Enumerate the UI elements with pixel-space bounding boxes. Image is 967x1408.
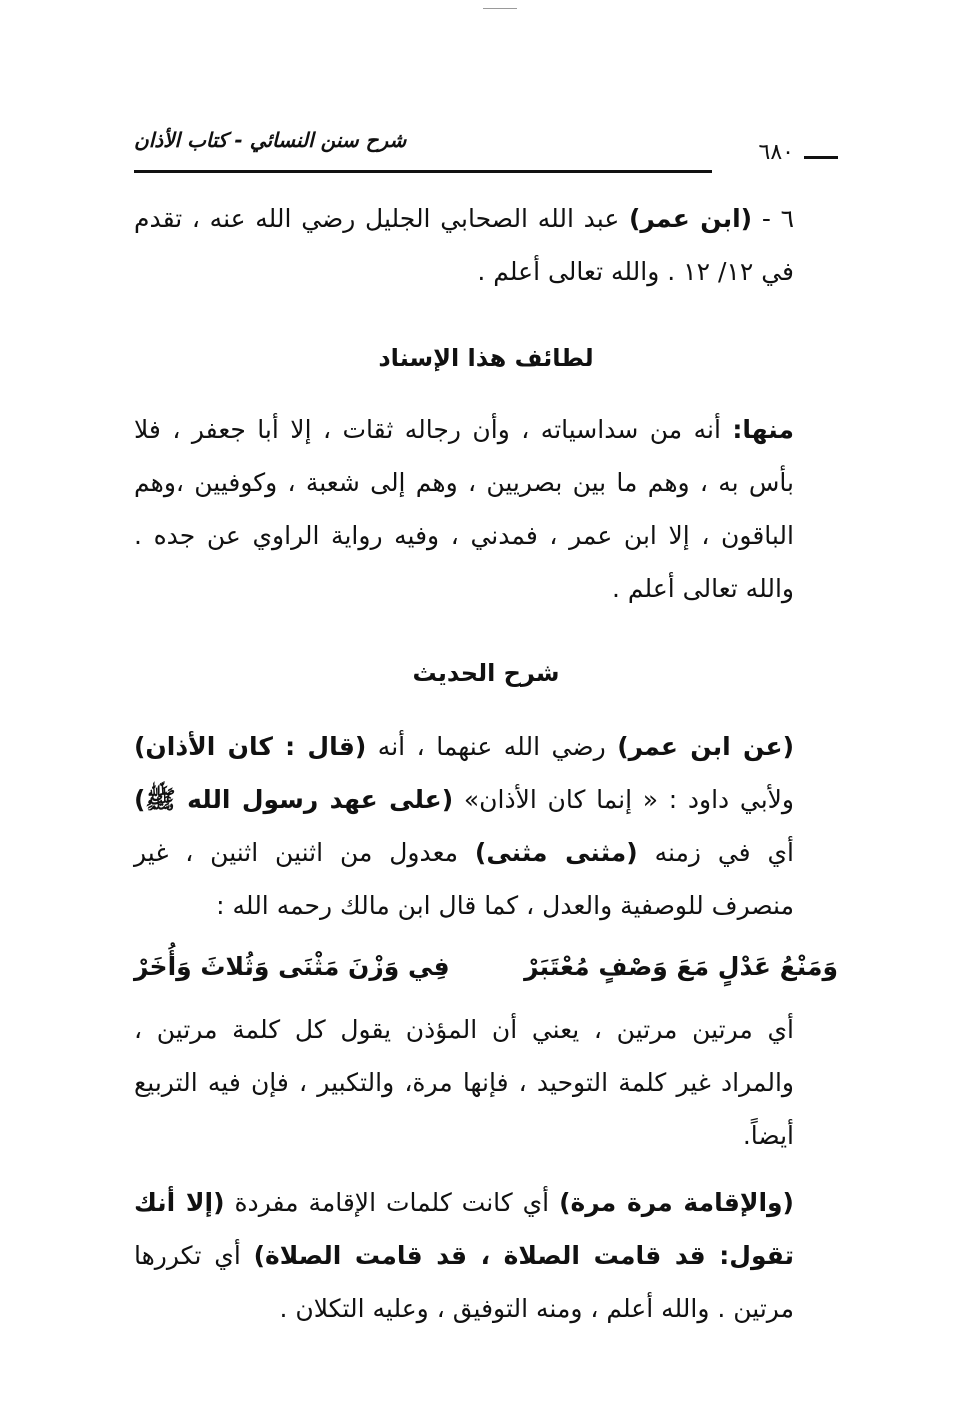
hadith-paragraph [134,720,838,932]
hadith-text-4: معدول من اثنين اثنين ، غير منصرف للوصفية والعدل ، كما قال ابن مالك رحمه الله : [134,838,794,920]
running-header [134,128,838,178]
hadith-bold-2: (قال : كان الأذان) [134,732,367,761]
iqama-text-2: أي تكررها مرتين . والله أعلم ، ومنه التوفيق ، وعليه التكلان . [134,1241,794,1323]
note-number: ٦ - [752,204,794,233]
verse-second-hemistich: فِي وَزْنَ مَثْنَى وَثُلاثَ وَأُخَرْ [134,952,450,981]
header-rule [134,170,712,173]
note-text: عبد الله الصحابي الجليل رضي الله عنه ، تقدم في ١٢/ ١٢ . والله تعالى أعلم . [134,204,794,286]
hadith-bold-4: (مثنى مثنى) [474,838,638,867]
iqama-paragraph [134,1176,838,1335]
explanation-paragraph: أي مرتين مرتين ، يعني أن المؤذن يقول كل كلمة مرتين ، والمراد غير كلمة التوحيد ، فإنها مرة، والتكبير ، فإن فيه التربيع أيضاً. [134,1015,794,1150]
hadith-text-3: أي في زمنه [637,838,794,867]
hadith-bold-1: (عن ابن عمر) [617,732,794,761]
heading-sharh: شرح الحديث [412,659,560,687]
iqama-text-1: أي كانت كلمات الإقامة مفردة [224,1188,560,1217]
isnad-lead: منها: [732,415,794,444]
hadith-text-1: رضي الله عنهما ، أنه [366,732,618,761]
hadith-bold-3: (على عهد رسول الله ﷺ) [134,785,454,814]
heading-isnad: لطائف هذا الإسناد [378,344,594,372]
verse-first-hemistich: وَمَنْعُ عَدْلٍ مَعَ وَصْفٍ مُعْتَبَرْ [524,952,838,981]
header-title: شرح سنن النسائي - كتاب الأذان [134,128,407,152]
page-body [134,192,838,1335]
page-number: ٦٨٠ [758,140,794,165]
header-dash [804,156,838,159]
isnad-paragraph [134,403,838,615]
iqama-bold-1: (والإقامة مرة مرة) [559,1188,794,1217]
iqama-bold-2: (إلا أنك تقول: قد قامت الصلاة ، قد قامت الصلاة) [134,1188,794,1270]
note-narrator: (ابن عمر) [628,204,753,233]
isnad-text: أنه من سداسياته ، وأن رجاله ثقات ، إلا أبا جعفر ، فلا بأس به ، وهم ما بين بصريين ، وهم إلى شعبة ، وكوفيين ،وهم الباقون ، إلا ابن عمر ، فمدني ، وفيه رواية الراوي عن جده . والله تعالى أعلم . [134,415,794,603]
poetry-verse [134,940,838,993]
narrator-note [134,192,838,298]
top-scan-mark [483,8,517,9]
hadith-text-2: ولأبي داود : « إنما كان الأذان» [453,785,794,814]
